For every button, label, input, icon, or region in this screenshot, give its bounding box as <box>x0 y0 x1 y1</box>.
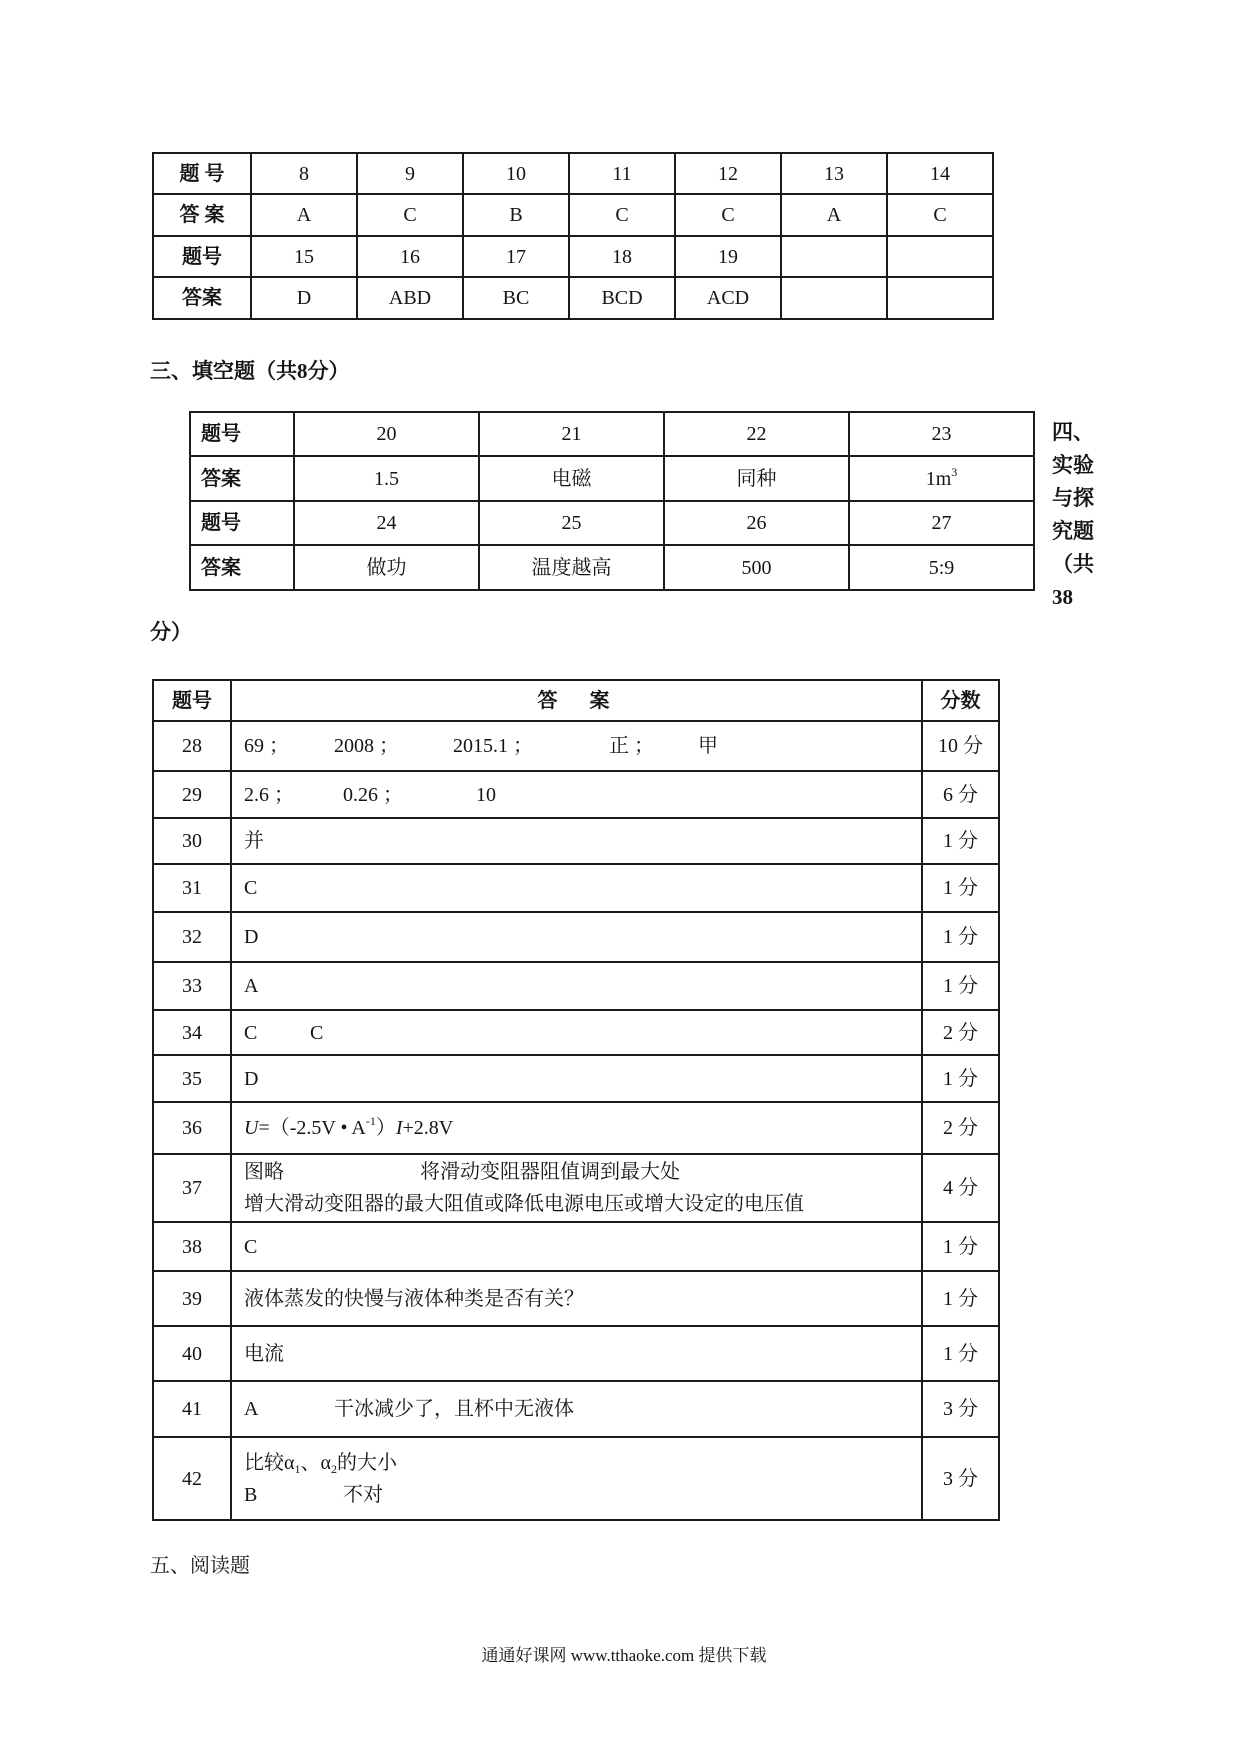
formula-part: +2.8V <box>402 1117 454 1139</box>
table-row <box>153 912 999 962</box>
answer-cell <box>231 1010 922 1055</box>
table-row <box>153 962 999 1010</box>
answer-cell: C <box>569 194 675 236</box>
score-cell: 1 分 <box>922 1055 999 1102</box>
answer-part: 10 <box>476 783 496 806</box>
answer-cell: 温度越高 <box>479 545 664 590</box>
table-row <box>153 236 993 277</box>
score-cell: 10 分 <box>922 721 999 771</box>
row-label: 答案 <box>153 277 251 319</box>
answer-part: A <box>244 1398 259 1420</box>
question-number: 32 <box>153 912 231 962</box>
table-row <box>153 1102 999 1154</box>
row-label: 题号 <box>153 236 251 277</box>
empty-cell <box>887 236 993 277</box>
empty-cell <box>781 277 887 319</box>
heading-line: 与探 <box>1052 486 1094 510</box>
question-number: 37 <box>153 1154 231 1222</box>
formula-variable: I <box>395 1117 403 1139</box>
table-row <box>153 721 999 771</box>
table-row <box>153 864 999 912</box>
subscript: 2 <box>330 1461 337 1476</box>
heading-line: 四、 <box>1052 420 1094 444</box>
question-number: 17 <box>463 236 569 277</box>
question-number: 34 <box>153 1010 231 1055</box>
answer-cell: B <box>463 194 569 236</box>
question-number: 39 <box>153 1271 231 1326</box>
unit-exponent: 3 <box>951 464 958 479</box>
answer-cell: C <box>357 194 463 236</box>
question-number: 41 <box>153 1381 231 1437</box>
answer-part: 的大小 <box>336 1451 397 1474</box>
answer-cell: A <box>251 194 357 236</box>
question-number: 40 <box>153 1326 231 1381</box>
answer-value: 1m <box>925 467 952 490</box>
question-number: 23 <box>849 412 1034 456</box>
answer-cell: 液体蒸发的快慢与液体种类是否有关？ <box>231 1271 922 1326</box>
score-cell: 1 分 <box>922 1326 999 1381</box>
question-number: 19 <box>675 236 781 277</box>
question-number: 18 <box>569 236 675 277</box>
answer-cell: D <box>251 277 357 319</box>
answer-part: 干冰减少了，且杯中无液体 <box>334 1398 574 1420</box>
table-row <box>153 1222 999 1271</box>
answer-part: 甲 <box>698 735 718 757</box>
table-row <box>153 1381 999 1437</box>
score-cell: 6 分 <box>922 771 999 818</box>
heading-continuation: 分） <box>150 620 192 644</box>
answer-cell: 电流 <box>231 1326 922 1381</box>
answer-cell: 500 <box>664 545 849 590</box>
question-number: 28 <box>153 721 231 771</box>
header-number: 题号 <box>153 680 231 721</box>
question-number: 14 <box>887 153 993 194</box>
score-cell: 1 分 <box>922 962 999 1010</box>
answer-cell <box>231 1381 922 1437</box>
table-row <box>153 1154 999 1222</box>
section-heading-reading: 五、阅读题 <box>150 1555 250 1577</box>
row-label: 答案 <box>190 456 294 501</box>
score-cell: 1 分 <box>922 1222 999 1271</box>
experiment-answer-table <box>152 679 1000 1521</box>
heading-line: 究题 <box>1052 519 1094 543</box>
fill-in-answer-table <box>189 411 1035 591</box>
answer-part: 、α <box>300 1451 331 1474</box>
question-number: 10 <box>463 153 569 194</box>
question-number: 38 <box>153 1222 231 1271</box>
table-row <box>153 277 993 319</box>
table-row <box>153 818 999 864</box>
table-row <box>153 1437 999 1520</box>
answer-line <box>244 1479 921 1511</box>
score-cell: 4 分 <box>922 1154 999 1222</box>
table-row <box>153 1271 999 1326</box>
answer-cell: 并 <box>231 818 922 864</box>
table-row <box>190 545 1034 590</box>
answer-part: 正 ； <box>609 735 654 757</box>
answer-part: 2008 ； <box>334 735 399 757</box>
answer-part: 将滑动变阻器阻值调到最大处 <box>420 1161 680 1183</box>
formula-variable: U <box>244 1117 259 1139</box>
answer-line <box>244 1156 921 1188</box>
answer-part: 2015.1 ； <box>453 735 533 757</box>
question-number: 24 <box>294 501 479 545</box>
row-label: 答 案 <box>153 194 251 236</box>
answer-part: 图略 <box>244 1161 284 1183</box>
empty-cell <box>781 236 887 277</box>
score-cell: 1 分 <box>922 912 999 962</box>
heading-line: 38 <box>1052 585 1073 609</box>
question-number: 21 <box>479 412 664 456</box>
answer-cell: D <box>231 912 922 962</box>
answer-cell: 同种 <box>664 456 849 501</box>
question-number: 42 <box>153 1437 231 1520</box>
answer-cell: ACD <box>675 277 781 319</box>
answer-cell: BCD <box>569 277 675 319</box>
answer-cell <box>231 721 922 771</box>
row-label: 题号 <box>190 412 294 456</box>
answer-cell <box>231 1154 922 1222</box>
table-row <box>153 194 993 236</box>
answer-cell: 5:9 <box>849 545 1034 590</box>
subscript: 1 <box>294 1461 301 1476</box>
score-cell: 3 分 <box>922 1437 999 1520</box>
answer-cell: A <box>231 962 922 1010</box>
score-cell: 1 分 <box>922 818 999 864</box>
answer-part: C <box>310 1021 324 1044</box>
score-cell: 2 分 <box>922 1102 999 1154</box>
formula-part: ） <box>375 1117 396 1139</box>
table-row <box>153 1055 999 1102</box>
answer-cell: C <box>231 1222 922 1271</box>
question-number: 30 <box>153 818 231 864</box>
formula-exponent: -1 <box>365 1114 376 1128</box>
question-number: 27 <box>849 501 1034 545</box>
answer-part: 2.6 ； <box>244 783 294 806</box>
answer-cell: A <box>781 194 887 236</box>
question-number: 25 <box>479 501 664 545</box>
table-row <box>190 412 1034 456</box>
empty-cell <box>887 277 993 319</box>
header-answer: 答 案 <box>231 680 922 721</box>
row-label: 答案 <box>190 545 294 590</box>
question-number: 33 <box>153 962 231 1010</box>
section-heading-fill-in: 三、填空题（共8分） <box>150 359 350 383</box>
score-cell: 1 分 <box>922 1271 999 1326</box>
question-number: 22 <box>664 412 849 456</box>
header-score: 分数 <box>922 680 999 721</box>
score-cell: 2 分 <box>922 1010 999 1055</box>
question-number: 11 <box>569 153 675 194</box>
question-number: 15 <box>251 236 357 277</box>
heading-line: 实验 <box>1052 453 1094 477</box>
answer-cell <box>849 456 1034 501</box>
answer-cell <box>231 771 922 818</box>
answer-formula <box>231 1102 922 1154</box>
table-row <box>153 1010 999 1055</box>
heading-line: （共 <box>1052 552 1094 576</box>
answer-part: B <box>244 1483 258 1506</box>
question-number: 8 <box>251 153 357 194</box>
question-number: 9 <box>357 153 463 194</box>
answer-part: 0.26 ； <box>343 783 403 806</box>
answer-line <box>244 1447 921 1479</box>
answer-part: 比较α <box>244 1451 295 1474</box>
answer-cell: ABD <box>357 277 463 319</box>
answer-cell: C <box>887 194 993 236</box>
row-label: 题号 <box>190 501 294 545</box>
row-label: 题 号 <box>153 153 251 194</box>
table-header-row <box>153 680 999 721</box>
table-row <box>153 153 993 194</box>
question-number: 20 <box>294 412 479 456</box>
table-row <box>190 501 1034 545</box>
answer-cell: 做功 <box>294 545 479 590</box>
section-heading-experiment <box>1052 416 1108 614</box>
question-number: 12 <box>675 153 781 194</box>
page-footer: 通通好课网 www.tthaoke.com 提供下载 <box>481 1646 767 1665</box>
table-row <box>153 771 999 818</box>
choice-answer-table <box>152 152 994 320</box>
table-row <box>153 1326 999 1381</box>
question-number: 31 <box>153 864 231 912</box>
question-number: 36 <box>153 1102 231 1154</box>
answer-cell <box>231 1437 922 1520</box>
question-number: 13 <box>781 153 887 194</box>
answer-cell: BC <box>463 277 569 319</box>
score-cell: 3 分 <box>922 1381 999 1437</box>
answer-part: C <box>244 1021 258 1044</box>
question-number: 26 <box>664 501 849 545</box>
question-number: 35 <box>153 1055 231 1102</box>
table-row <box>190 456 1034 501</box>
answer-cell: 1.5 <box>294 456 479 501</box>
answer-line: 增大滑动变阻器的最大阻值或降低电源电压或增大设定的电压值 <box>244 1193 804 1215</box>
answer-part: 69 ； <box>244 735 289 757</box>
answer-cell: 电磁 <box>479 456 664 501</box>
score-cell: 1 分 <box>922 864 999 912</box>
formula-part: =（-2.5V • A <box>258 1117 366 1139</box>
answer-part: 不对 <box>343 1483 383 1506</box>
answer-cell: C <box>675 194 781 236</box>
answer-cell: C <box>231 864 922 912</box>
answer-cell: D <box>231 1055 922 1102</box>
question-number: 16 <box>357 236 463 277</box>
question-number: 29 <box>153 771 231 818</box>
